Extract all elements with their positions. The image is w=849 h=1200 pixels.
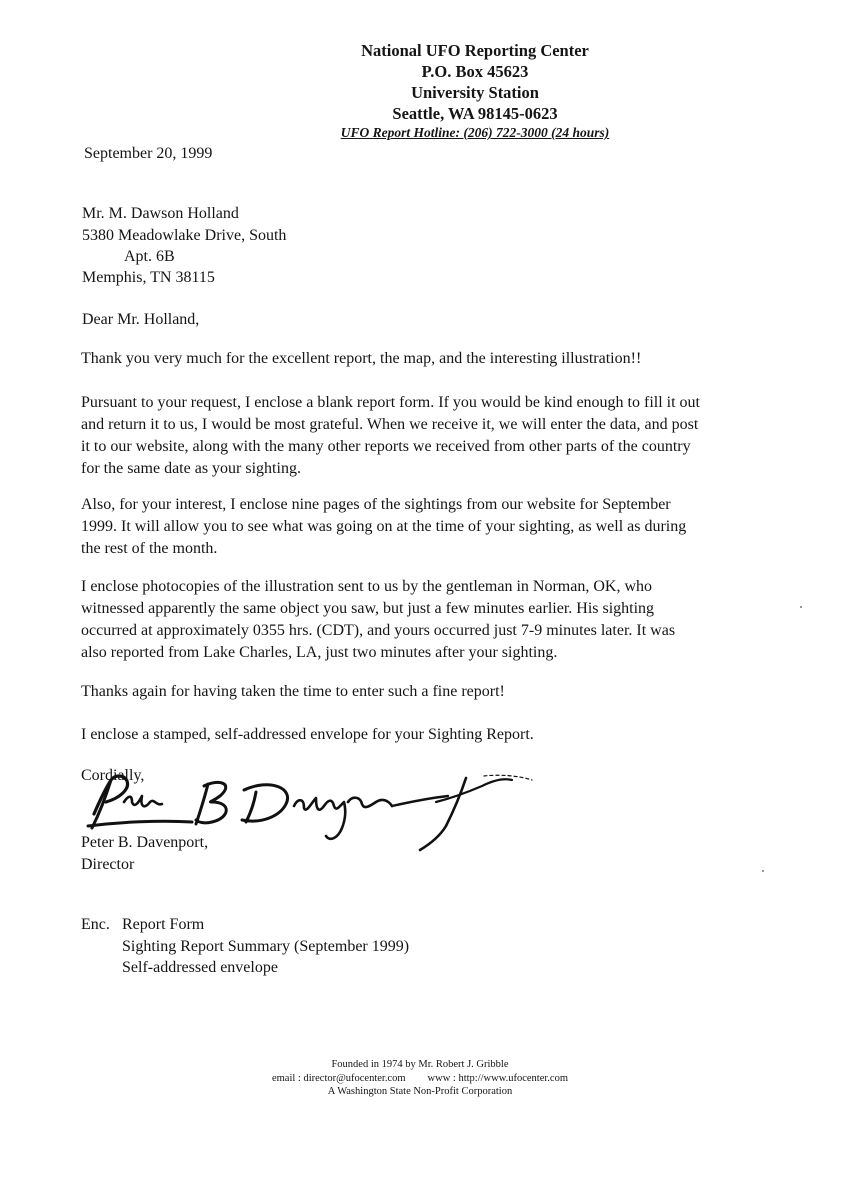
recipient-name: Mr. M. Dawson Holland (82, 205, 239, 222)
enclosure-item: Sighting Report Summary (September 1999) (122, 938, 410, 955)
hotline: UFO Report Hotline: (206) 722-3000 (24 hours) (340, 125, 610, 140)
founded-line: Founded in 1974 by Mr. Robert J. Gribble (331, 1059, 509, 1070)
nonprofit-line: A Washington State Non-Profit Corporation (327, 1086, 513, 1097)
letterhead (260, 40, 690, 142)
body-paragraph (81, 724, 781, 746)
website-line: www : http://www.ufocenter.com (427, 1072, 569, 1084)
body-paragraph (81, 392, 781, 480)
organization-name: National UFO Reporting Center (361, 41, 589, 60)
enclosure-item: Self-addressed envelope (122, 959, 278, 976)
recipient-city: Memphis, TN 38115 (82, 269, 215, 286)
paragraph-line: Thank you very much for the excellent report, the map, and the interesting illustration!! (81, 350, 642, 367)
footer (230, 1058, 610, 1099)
recipient-apt: Apt. 6B (124, 248, 175, 265)
recipient-street: 5380 Meadowlake Drive, South (82, 227, 287, 244)
signer-name: Peter B. Davenport, (81, 834, 209, 851)
city-line: Seattle, WA 98145-0623 (392, 104, 558, 123)
paragraph-line: and return it to us, I would be most grateful. When we receive it, we will enter the data, and post (81, 416, 699, 433)
paragraph-line: Also, for your interest, I enclose nine pages of the sightings from our website for September (81, 496, 671, 513)
signer-title: Director (81, 856, 135, 873)
paragraph-line: Thanks again for having taken the time to enter such a fine report! (81, 683, 505, 700)
paragraph-line: I enclose a stamped, self-addressed envelope for your Sighting Report. (81, 726, 534, 743)
closing: Cordially, (81, 767, 145, 784)
scan-speck (762, 870, 764, 872)
paragraph-line: for the same date as your sighting. (81, 460, 301, 477)
paragraph-line: Pursuant to your request, I enclose a blank report form. If you would be kind enough to fill it out (81, 394, 700, 411)
body-paragraph (81, 576, 781, 664)
enclosure-label: Enc. (81, 916, 110, 933)
paragraph-line: I enclose photocopies of the illustration sent to us by the gentleman in Norman, OK, who (81, 578, 652, 595)
scan-speck (800, 606, 802, 608)
body-paragraph (81, 681, 781, 703)
paragraph-line: 1999. It will allow you to see what was going on at the time of your sighting, as well as during (81, 518, 687, 535)
paragraph-line: witnessed apparently the same object you saw, but just a few minutes earlier. His sighting (81, 600, 655, 617)
paragraph-line: the rest of the month. (81, 540, 218, 557)
po-box: P.O. Box 45623 (421, 62, 529, 81)
body-paragraph (81, 348, 781, 370)
paragraph-line: it to our website, along with the many other reports we received from other parts of the country (81, 438, 691, 455)
paragraph-line: occurred at approximately 0355 hrs. (CDT), and yours occurred just 7-9 minutes later. It was (81, 622, 676, 639)
salutation: Dear Mr. Holland, (82, 311, 200, 328)
station: University Station (411, 83, 539, 102)
body-paragraph (81, 494, 781, 560)
enclosure-item: Report Form (122, 916, 205, 933)
paragraph-line: also reported from Lake Charles, LA, just two minutes after your sighting. (81, 644, 558, 661)
contact-line (230, 1072, 610, 1086)
letter-date: September 20, 1999 (84, 145, 213, 162)
email-line: email : director@ufocenter.com (271, 1072, 406, 1084)
